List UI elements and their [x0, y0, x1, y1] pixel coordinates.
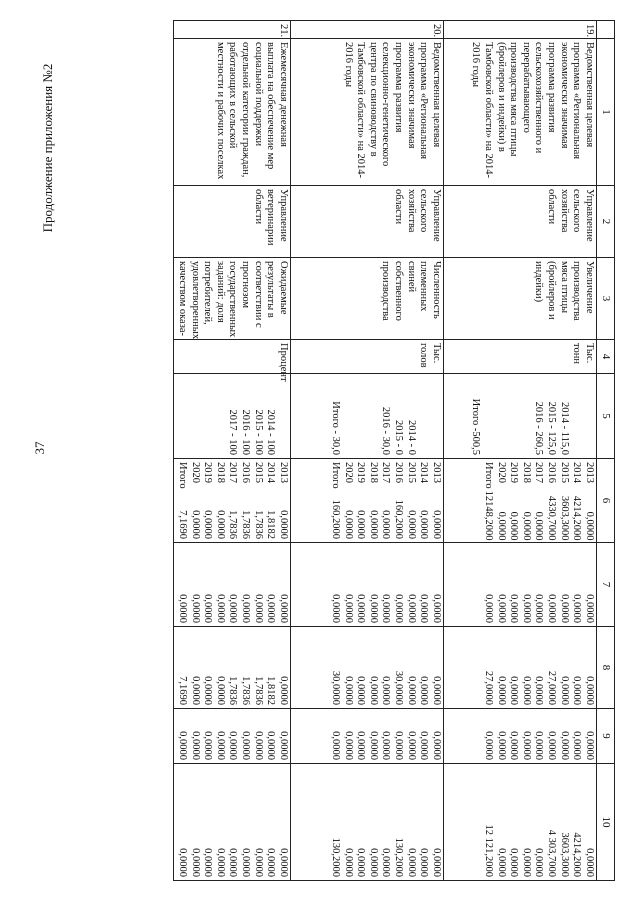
target-values: 2014 - 115,0 2015 - 125,0 2016 - 260,5 Итого -500,5	[443, 374, 596, 459]
amount-col10: 0,0000 0,0000 0,0000 0,0000 0,0000 0,0000 0,0000 0,0000 0,0000	[174, 764, 290, 881]
amount-col9: 0,0000 0,0000 0,0000 0,0000 0,0000 0,0000 0,0000 0,0000 0,0000	[290, 709, 443, 764]
amount-col8: 0,0000 1,8182 1,7836 1,7836 1,7836 0,0000 0,0000 0,0000 7,1690	[174, 627, 290, 709]
header-cell-8: 8	[596, 627, 614, 709]
indicator: Ожидаемые результаты в соответствии с прогнозом государственных заданий: доля потребителей, удовлетворенных качеством оказа-	[174, 258, 290, 340]
amount-col6: 0,0000 0,0000 0,0000 160,2000 0,0000 0,0000 0,0000 0,0000 160,2000	[330, 499, 442, 539]
header-cell-10: 10	[596, 764, 614, 881]
executor: Управление сельского хозяйства области	[290, 186, 443, 258]
target-values: 2014 - 0 2015 - 0 2016 - 30,0 Итого - 30,0	[290, 374, 443, 459]
target-values: 2014 - 100 2015 - 100 2016 - 100 2017 - 100	[174, 374, 290, 459]
table-header-row	[596, 21, 614, 881]
unit: Процент	[174, 340, 290, 374]
row-number: 20.	[290, 21, 443, 39]
program-table	[173, 20, 615, 881]
header-cell-4: 4	[596, 340, 614, 374]
table-row-21	[174, 21, 290, 881]
unit: Тыс. тонн	[443, 340, 596, 374]
amount-col9: 0,0000 0,0000 0,0000 0,0000 0,0000 0,0000 0,0000 0,0000 0,0000	[443, 709, 596, 764]
amount-col6: 0,0000 4214,2000 3603,3000 4330,7000 0,0000 0,0000 0,0000 0,0000 12148,2000	[483, 490, 595, 541]
page-number: 37	[32, 441, 47, 455]
amount-col7: 0,0000 0,0000 0,0000 0,0000 0,0000 0,0000 0,0000 0,0000 0,0000	[174, 543, 290, 627]
header-cell-7: 7	[596, 543, 614, 627]
indicator: Численность племенных свиней собственного производства	[290, 258, 443, 340]
executor: Управление сельского хозяйства области	[443, 186, 596, 258]
years-and-totals	[443, 459, 596, 543]
header-cell-no	[596, 21, 614, 39]
table-row-20	[290, 21, 443, 881]
rotated-table-container	[90, 20, 615, 880]
program-name: Ведомственная целевая программа «Региональная экономически значимая программа развития сельскохозяйственного и перерабатывающего производства мяса птицы (бройлеров и индейки) в Тамбовской области» на 2014-2016 годы	[443, 39, 596, 186]
years-list: 2013 2014 2015 2016 2017 2018 2019 2020 Итого	[177, 462, 289, 489]
years-list: 2013 2014 2015 2016 2017 2018 2019 2020 Итого	[483, 462, 595, 489]
amount-col10: 0,0000 4214,2000 3603,3000 4 303,7000 0,0000 0,0000 0,0000 0,0000 12 121,2000	[443, 764, 596, 881]
amount-col8: 0,0000 0,0000 0,0000 30,0000 0,0000 0,0000 0,0000 0,0000 30,0000	[290, 627, 443, 709]
executor: Управление ветеринарии области	[174, 186, 290, 258]
program-name: Ежемесячная денежная выплата на обеспечение мер социальной поддержки отдельной категории граждан, работающих в сельской местности и рабочих поселках	[174, 39, 290, 186]
unit: Тыс. голов	[290, 340, 443, 374]
years-and-totals	[174, 459, 290, 543]
header-cell-5: 5	[596, 374, 614, 459]
header-cell-3: 3	[596, 258, 614, 340]
years-and-totals	[290, 459, 443, 543]
row-number: 19.	[443, 21, 596, 39]
amount-col7: 0,0000 0,0000 0,0000 0,0000 0,0000 0,0000 0,0000 0,0000 0,0000	[443, 543, 596, 627]
header-cell-2: 2	[596, 186, 614, 258]
amount-col8: 0,0000 0,0000 0,0000 27,0000 0,0000 0,0000 0,0000 0,0000 27,0000	[443, 627, 596, 709]
header-cell-6: 6	[596, 459, 614, 543]
table-row-19	[443, 21, 596, 881]
appendix-caption: Продолжение приложения №2	[40, 63, 55, 233]
amount-col6: 0,0000 1,8182 1,7836 1,7836 1,7836 0,0000 0,0000 0,0000 7,1690	[177, 510, 289, 539]
program-name: Ведомственная целевая программа «Региональная экономически значимая программа развития селекционно-генетического центра по свиноводству в Тамбовской области» на 2014-2016 годы	[290, 39, 443, 186]
amount-col10: 0,0000 0,0000 0,0000 130,2000 0,0000 0,0000 0,0000 0,0000 130,2000	[290, 764, 443, 881]
header-cell-1: 1	[596, 39, 614, 186]
amount-col9: 0,0000 0,0000 0,0000 0,0000 0,0000 0,0000 0,0000 0,0000 0,0000	[174, 709, 290, 764]
header-cell-9: 9	[596, 709, 614, 764]
row-number: 21.	[174, 21, 290, 39]
amount-col7: 0,0000 0,0000 0,0000 0,0000 0,0000 0,0000 0,0000 0,0000 0,0000	[290, 543, 443, 627]
indicator: Увеличение производства мяса птицы (бройлеров и индейки)	[443, 258, 596, 340]
years-list: 2013 2014 2015 2016 2017 2018 2019 2020 Итого	[330, 462, 442, 489]
